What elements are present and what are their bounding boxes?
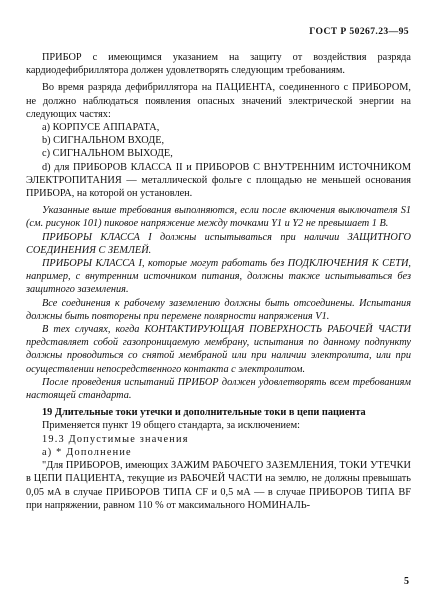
list-item: d) для ПРИБОРОВ КЛАССА II и ПРИБОРОВ С ВНУТРЕННИМ ИСТОЧНИКОМ ЭЛЕКТРОПИТАНИЯ — металлической фольге с площадью не меньшей основания ПРИБОРА, на которой он установлен. bbox=[26, 161, 411, 200]
parts-list bbox=[26, 121, 411, 200]
note-after-test: После проведения испытаний ПРИБОР должен удовлетворять всем требованиям настоящей стандарта. bbox=[26, 376, 411, 402]
page-number: 5 bbox=[404, 576, 409, 587]
note-class-i-ground: ПРИБОРЫ КЛАССА I должны испытываться при наличии ЗАЩИТНОГО СОЕДИНЕНИЯ С ЗЕМЛЕЙ. bbox=[26, 231, 411, 256]
list-item: a) КОРПУСЕ АППАРАТА, bbox=[42, 122, 160, 134]
gost-header: ГОСТ Р 50267.23—95 bbox=[309, 26, 409, 37]
note-membrane: В тех случаях, когда КОНТАКТИРУЮЩАЯ ПОВЕРХНОСТЬ РАБОЧЕЙ ЧАСТИ представляет собой газопроницаемую мембрану, испытания по данному подпункту должны проводиться со снятой мембраной или при наличии электролита, или при осуществлении непосредственного контакта с электролитом. bbox=[26, 324, 411, 375]
note-connections: Все соединения к рабочему заземлению должны быть отсоединены. Испытания должны быть повторены при перемене полярности напряжения V1. bbox=[26, 297, 411, 322]
list-item: c) СИГНАЛЬНОМ ВЫХОДЕ, bbox=[42, 148, 173, 160]
paragraph-discharge: Во время разряда дефибриллятора на ПАЦИЕНТА, соединенного с ПРИБОРОМ, не должно наблюдаться появления опасных значений электрической энергии на следующих частях: bbox=[26, 82, 411, 120]
list-item: b) СИГНАЛЬНОМ ВХОДЕ, bbox=[42, 135, 165, 147]
section-title: 19 Длительные токи утечки и дополнительные токи в цепи пациента bbox=[42, 407, 366, 419]
paragraph-applies: Применяется пункт 19 общего стандарта, за исключением: bbox=[42, 420, 300, 432]
paragraph-leakage: "Для ПРИБОРОВ, имеющих ЗАЖИМ РАБОЧЕГО ЗАЗЕМЛЕНИЯ, ТОКИ УТЕЧКИ в ЦЕПИ ПАЦИЕНТА, текущие из РАБОЧЕЙ ЧАСТИ на землю, не должны превышать 0,05 мА в случае ПРИБОРОВ ТИПА CF и 0,5 мА — в случае ПРИБОРОВ ТИПА BF при напряжении, равном 110 % от максимального НОМИНАЛЬ- bbox=[26, 460, 411, 511]
note-class-i-mains: ПРИБОРЫ КЛАССА I, которые могут работать без ПОДКЛЮЧЕНИЯ К СЕТИ, например, с внутренним источником питания, должны также испытываться без защитного заземления. bbox=[26, 258, 411, 296]
subsection-title: 19.3 Допустимые значения bbox=[42, 433, 189, 445]
note-voltage: Указанные выше требования выполняются, если после включения выключателя S1 (см. рисунок 101) пиковое напряжение между точками Y1 и Y2 не превышает 1 В. bbox=[26, 205, 411, 230]
subsection-addition: а) * Дополнение bbox=[42, 446, 132, 458]
paragraph-intro: ПРИБОР с имеющимся указанием на защиту от воздействия разряда кардиодефибриллятора должен удовлетворять следующим требованиям. bbox=[26, 52, 411, 77]
